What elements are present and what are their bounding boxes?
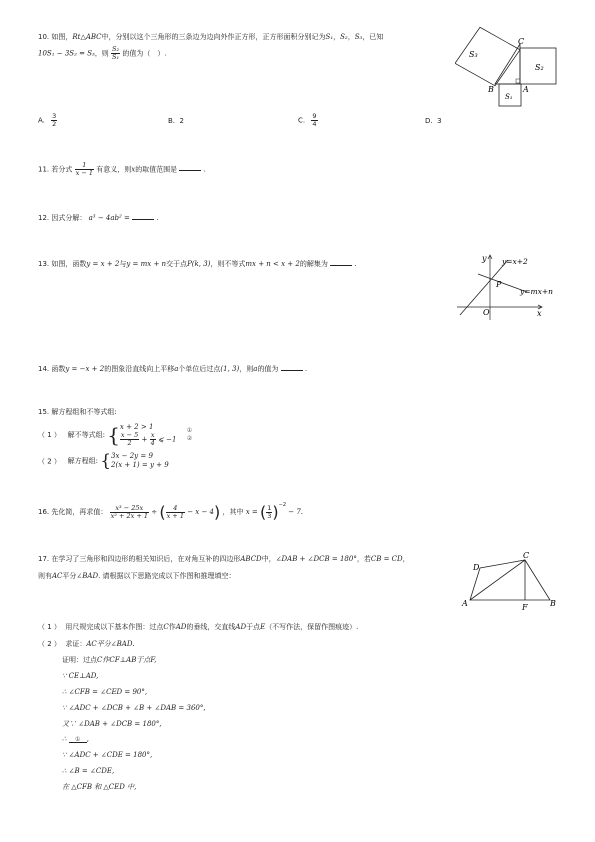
answer-blank[interactable] (281, 363, 303, 371)
svg-text:P: P (496, 280, 502, 289)
proof-line-1: ∵ CE⊥AD, (62, 672, 99, 680)
q10-option-a: A. $\frac{3}{2}$ (38, 112, 57, 128)
q13: 13. 如图，函数y = x + 2与y = mx + n交于点P(k, 3)，则不等式mx + n < x + 2的解集为 . (38, 260, 357, 268)
svg-text:F: F (522, 603, 528, 612)
q11: 11. 若分式 $\frac{1}{x - 1}$ 有意义，则x的取值范围是 . (38, 161, 206, 177)
q15-part2: （ 2 ） 解方程组: { 3x − 2y = 9 2(x + 1) = y + 9 (38, 450, 169, 471)
label-b: B (488, 85, 494, 94)
svg-text:x: x (537, 309, 542, 318)
svg-text:y: y (482, 254, 487, 263)
q17-figure (460, 550, 565, 615)
proof-line-2: ∴ ∠CFB = ∠CED = 90°, (62, 688, 148, 696)
proof-line-7: ∴ ∠B = ∠CDE, (62, 767, 115, 775)
svg-text:y=x+2: y=x+2 (502, 257, 528, 266)
q17-part2: （ 2 ） 求证：AC平分∠BAD. (38, 640, 135, 648)
proof-blank-1[interactable]: ① (69, 735, 87, 743)
answer-blank[interactable] (330, 258, 352, 266)
q10-option-c: C. $\frac{9}{4}$ (298, 112, 317, 128)
label-c: C (518, 37, 525, 46)
proof-line-4: 又∵ ∠DAB + ∠DCB = 180°, (62, 720, 162, 728)
q17-part1: （ 1 ） 用尺规完成以下基本作图：过点C作AD的垂线，交直线AD于点E（不写作法，保留作图痕迹）. (38, 623, 359, 631)
q17-line2: 则有AC平分∠BAD. 请根据以下思路完成以下作图和推理填空： (38, 572, 236, 580)
proof-line-8: 在 △CFB 和 △CED 中, (62, 783, 137, 791)
answer-blank[interactable] (179, 163, 201, 171)
q13-figure (452, 252, 562, 322)
svg-text:B: B (550, 599, 556, 608)
ratio-fraction: $\frac{\text{S₂}}{\text{S₁}}$ (112, 45, 120, 61)
q10-line2: 10S₁ − 3S₂ = S₃，则 $\frac{\text{S₂}}{\text{S₁}}$ 的值为（ ）. (38, 45, 167, 61)
svg-text:D: D (473, 563, 480, 572)
question-number: 10. (38, 33, 50, 41)
label-a: A (523, 85, 529, 94)
proof-intro: 证明：过点C作CF⊥AB于点F, (62, 656, 157, 664)
q16: 16. 先化简，再求值： $\frac{\text{x³ − 25x}}{\text{x² + 2x + 1}}$ ÷ ( $\frac{4}{x + 1}$ − x − 4) ，其中 x = ( $\frac{1}{3}$ )$^{-2}$ − 7. (38, 502, 304, 522)
answer-blank[interactable] (132, 212, 154, 220)
svg-text:C: C (523, 551, 530, 560)
q10-option-b: B. 2 (168, 117, 184, 125)
proof-line-6: ∵ ∠ADC + ∠CDE = 180°, (62, 751, 153, 759)
q10-option-d: D. 3 (425, 117, 442, 125)
q14: 14. 函数y = −x + 2的图象沿直线向上平移a个单位后过点(1, 3)，则a的值为 . (38, 365, 308, 373)
proof-line-3: ∵ ∠ADC + ∠DCB + ∠B + ∠DAB = 360°, (62, 704, 206, 712)
q15-part1: （ 1 ） 解不等式组: { x + 2 > 1 $\frac{x - 5}{2}$ + $\frac{x}{4}$ ⩽ −1 ① ② (38, 423, 193, 448)
label-s3: S₃ (469, 50, 478, 59)
label-s2: S₂ (535, 63, 544, 72)
q12: 12. 因式分解： a³ − 4ab² = . (38, 214, 159, 222)
svg-text:A: A (462, 599, 468, 608)
q17-line1: 17. 在学习了三角形和四边形的相关知识后，在对角互补的四边形ABCD中，∠DAB + ∠DCB = 180°，若CB = CD， (38, 555, 410, 563)
q15-title: 15. 解方程组和不等式组: (38, 408, 117, 416)
svg-text:y=mx+n: y=mx+n (520, 287, 553, 296)
label-s1: S₁ (505, 93, 513, 101)
q10-figure (455, 22, 565, 107)
svg-text:O: O (483, 308, 490, 317)
q10-line1: 10. 如图，Rt△ABC中，分别以这个三角形的三条边为边向外作正方形，正方形面积分别记为S₁，S₂，S₃，已知 (38, 33, 384, 41)
proof-line-5: ∴ ① , (62, 735, 89, 743)
